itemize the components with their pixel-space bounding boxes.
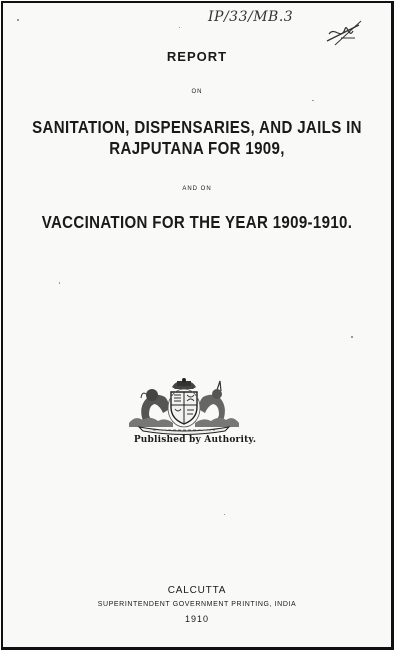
imprint-city: CALCUTTA [167,585,227,596]
paper-speck [312,100,314,101]
title-line-2: RAJPUTANA FOR 1909, [109,138,285,158]
imprint-printer: SUPERINTENDENT GOVERNMENT PRINTING, INDIA [97,601,297,608]
report-heading: REPORT [166,49,228,64]
document-page [1,1,394,650]
and-on-connector: AND ON [182,186,212,192]
paper-speck [59,282,60,284]
title-line-1: SANITATION, DISPENSARIES, AND JAILS IN [32,117,362,137]
handwritten-initials-mark [321,17,367,51]
paper-speck [179,27,180,28]
imprint-year: 1910 [184,614,210,624]
published-by-authority-line: Published by Authority. [133,435,257,445]
paper-speck [224,514,225,515]
paper-speck [351,336,353,338]
handwritten-reference-note: IP/33/MB.3 [208,9,294,25]
paper-speck [17,19,19,21]
title-line-3: VACCINATION FOR THE YEAR 1909-1910. [41,212,353,232]
royal-coat-of-arms-emblem [125,377,243,435]
on-connector: ON [191,89,203,95]
